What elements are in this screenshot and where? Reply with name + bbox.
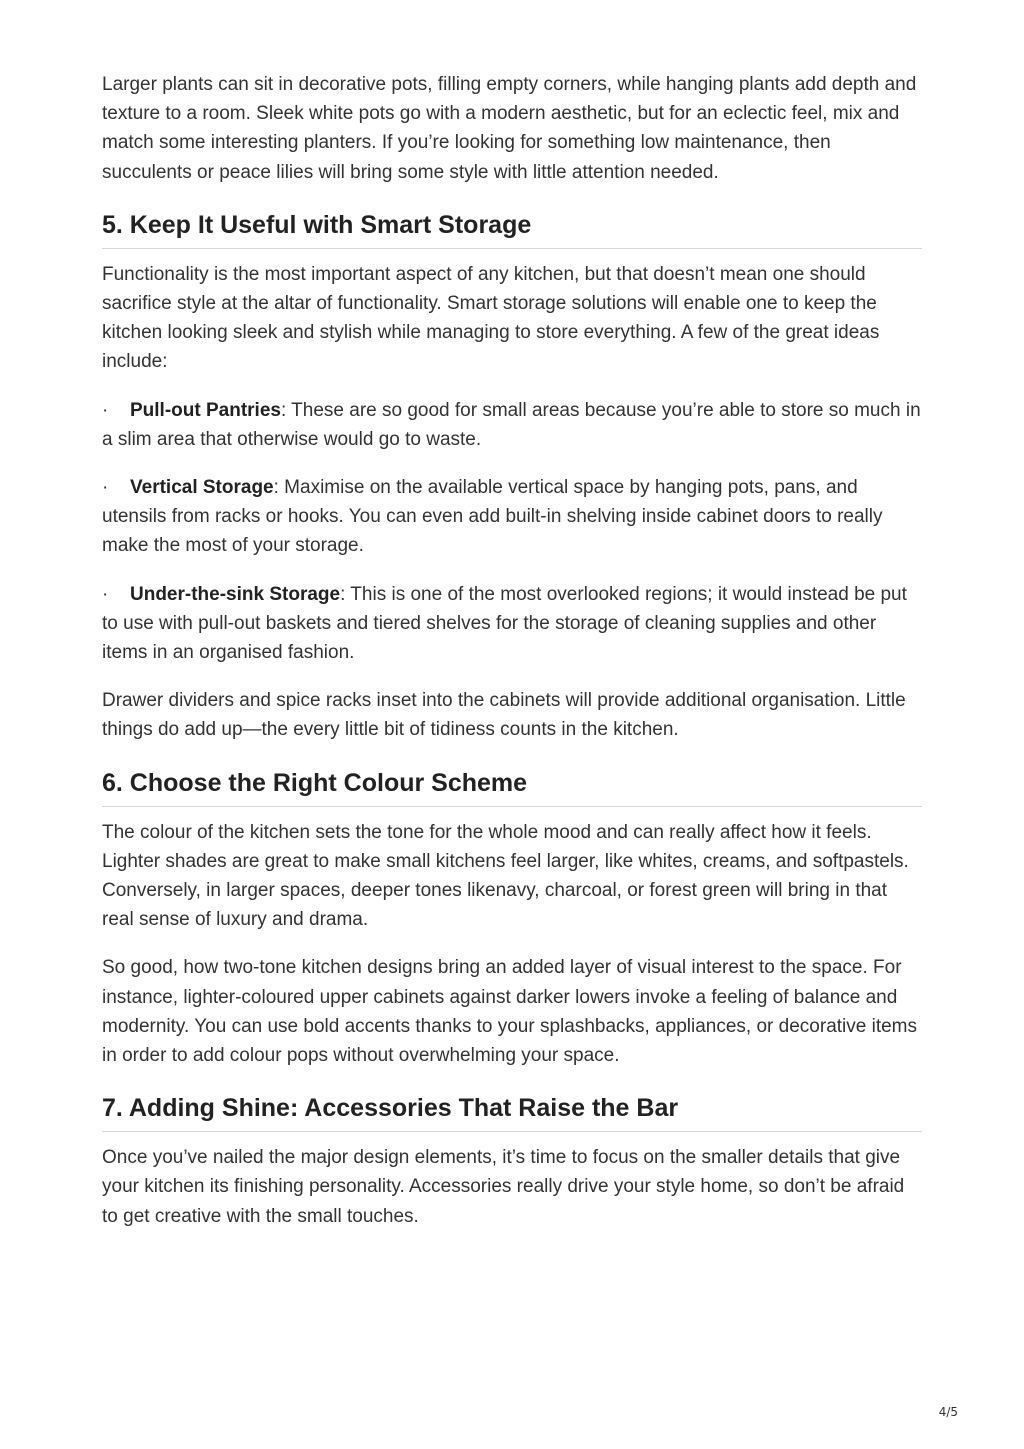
bullet-item-under-the-sink-storage [102, 580, 922, 668]
bullet-text: : This is one of the most overlooked regions; it would instead be put to use with pull-out baskets and tiered shelves for the storage of cleaning supplies and other items in an organised fashion. [102, 583, 907, 664]
section-5-closing: Drawer dividers and spice racks inset into the cabinets will provide additional organisation. Little things do add up—the every little bit of tidiness counts in the kitchen. [102, 690, 906, 741]
section-7-heading: 7. Adding Shine: Accessories That Raise the Bar [102, 1092, 922, 1132]
page-number: 4/5 [938, 1405, 958, 1419]
bullet-item-pull-out-pantries [102, 396, 922, 454]
bullet-title: Under-the-sink Storage [130, 583, 341, 605]
bullet-marker: · [102, 477, 109, 499]
intro-paragraph: Larger plants can sit in decorative pots, filling empty corners, while hanging plants add depth and texture to a room. Sleek white pots go with a modern aesthetic, but for an eclectic feel, mix and match some interesting planters. If you’re looking for something low maintenance, then succulents or peace lilies will bring some style with little attention needed. [102, 74, 917, 183]
section-6-paragraph-1: The colour of the kitchen sets the tone for the whole mood and can really affect how it feels. Lighter shades are great to make small kitchens feel larger, like whites, creams, and softpastels. Conversely, in larger spaces, deeper tones likenavy, charcoal, or forest green will bring in that real sense of luxury and drama. [102, 821, 909, 931]
document-page [102, 70, 922, 1250]
bullet-title: Vertical Storage [130, 477, 274, 499]
section-6-heading: 6. Choose the Right Colour Scheme [102, 767, 922, 807]
section-6-paragraph-2: So good, how two-tone kitchen designs bring an added layer of visual interest to the space. For instance, lighter-coloured upper cabinets against darker lowers invoke a feeling of balance and modernity. You can use bold accents thanks to your splashbacks, appliances, or decorative items in order to add colour pops without overwhelming your space. [102, 957, 917, 1067]
section-7-paragraph: Once you’ve nailed the major design elements, it’s time to focus on the smaller details that give your kitchen its finishing personality. Accessories really drive your style home, so don’t be afraid to get creative with the small touches. [102, 1147, 905, 1227]
bullet-item-vertical-storage [102, 473, 922, 561]
section-5-intro: Functionality is the most important aspect of any kitchen, but that doesn’t mean one should sacrifice style at the altar of functionality. Smart storage solutions will enable one to keep the kitchen looking sleek and stylish while managing to store everything. A few of the great ideas include: [102, 263, 880, 373]
bullet-marker: · [102, 399, 109, 421]
bullet-text: : Maximise on the available vertical space by hanging pots, pans, and utensils from racks or hooks. You can even add built-in shelving inside cabinet doors to really make the most of your storage. [102, 477, 883, 557]
bullet-marker: · [102, 583, 109, 605]
section-5-heading: 5. Keep It Useful with Smart Storage [102, 209, 922, 249]
bullet-title: Pull-out Pantries [130, 399, 281, 421]
bullet-text: : These are so good for small areas because you’re able to store so much in a slim area that otherwise would go to waste. [102, 399, 921, 450]
